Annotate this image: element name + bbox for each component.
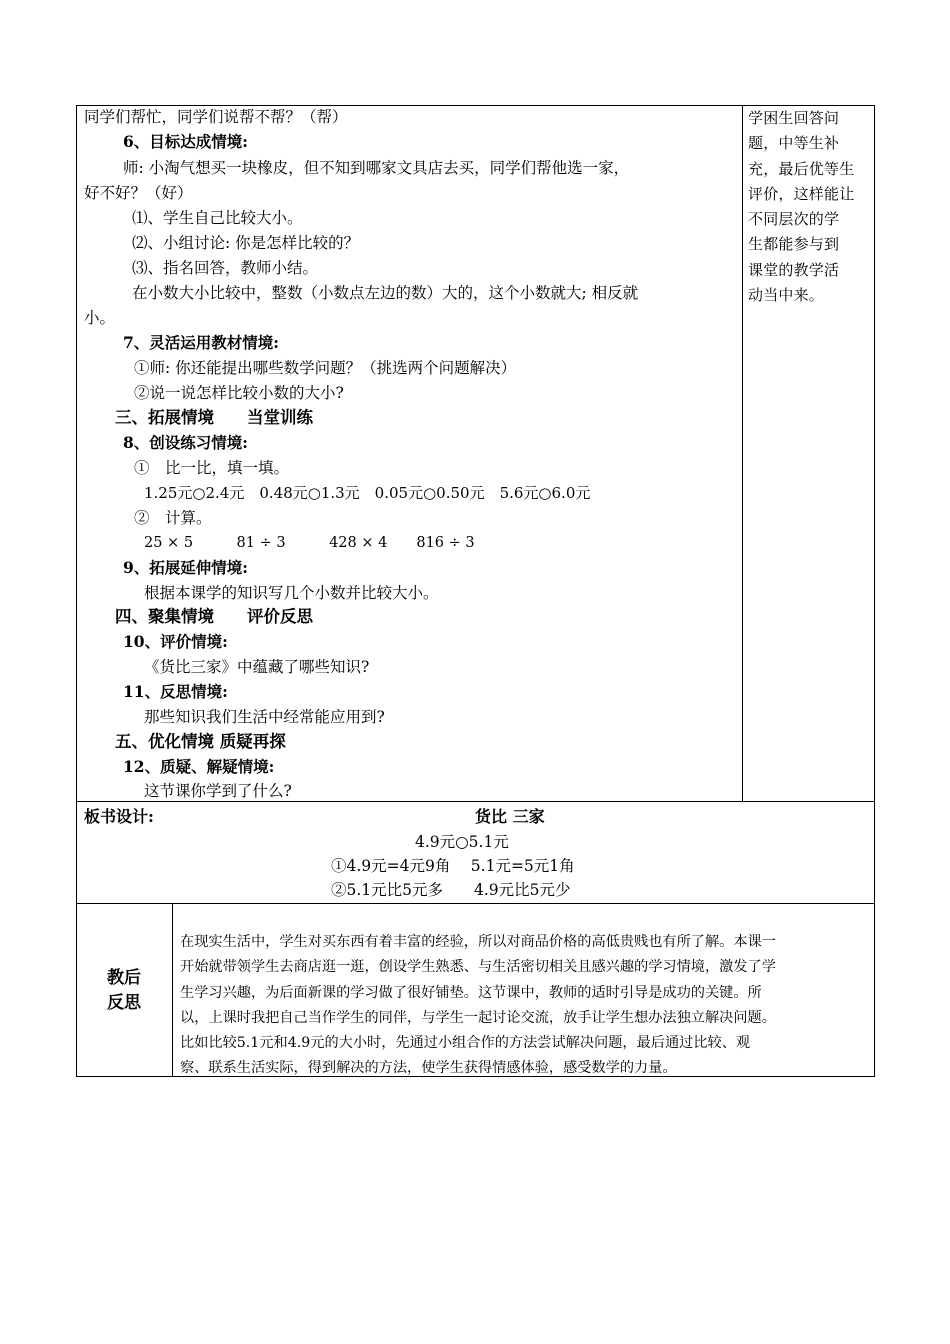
section-heading: 9、拓展延伸情境: bbox=[123, 558, 249, 577]
section-heading: 7、灵活运用教材情境: bbox=[123, 333, 280, 352]
section-heading: 8、创设练习情境: bbox=[123, 433, 249, 452]
note-line: 课堂的教学活 bbox=[748, 260, 840, 279]
procedure-line: ⑴、学生自己比较大小。 bbox=[132, 209, 303, 227]
exercise-calc-line: 25 × 5 81 ÷ 3 428 × 4 816 ÷ 3 bbox=[144, 535, 475, 551]
reflection-line: 以，上课时我把自己当作学生的同伴，与学生一起讨论交流，放手让学生想办法独立解决问题。 bbox=[180, 1009, 776, 1026]
procedure-line: ② 计算。 bbox=[134, 509, 212, 527]
note-line: 动当中来。 bbox=[748, 286, 825, 305]
board-label: 板书设计: bbox=[84, 807, 154, 826]
reflection-column-divider bbox=[172, 903, 173, 1077]
reflection-heading-top: 教后 bbox=[107, 968, 141, 988]
board-line: 4.9元○5.1元 bbox=[415, 833, 509, 851]
procedure-line: 这节课你学到了什么? bbox=[144, 782, 292, 800]
procedure-line: ②说一说怎样比较小数的大小? bbox=[134, 384, 344, 402]
procedure-line: 师: 小淘气想买一块橡皮，但不知到哪家文具店去买，同学们帮他选一家， bbox=[123, 159, 630, 177]
note-line: 不同层次的学 bbox=[748, 210, 840, 229]
chapter-heading: 五、优化情境 质疑再探 bbox=[115, 732, 286, 751]
column-divider bbox=[742, 105, 743, 802]
board-title: 货比 三家 bbox=[475, 807, 545, 826]
note-line: 学困生回答问 bbox=[748, 109, 840, 127]
procedure-line: 好不好？（好） bbox=[84, 184, 193, 202]
reflection-line: 察、联系生活实际，得到解决的方法，使学生获得情感体验，感受数学的力量。 bbox=[180, 1060, 677, 1077]
reflection-line: 生学习兴趣，为后面新课的学习做了很好铺垫。这节课中，教师的适时引导是成功的关键。所 bbox=[180, 984, 762, 1001]
note-line: 充，最后优等生 bbox=[748, 159, 855, 178]
procedure-line: 根据本课学的知识写几个小数并比较大小。 bbox=[144, 584, 439, 602]
chapter-heading: 三、拓展情境 当堂训练 bbox=[115, 408, 313, 427]
procedure-line: 在小数大小比较中，整数（小数点左边的数）大的，这个小数就大; 相反就 bbox=[132, 284, 639, 302]
row-divider-board bbox=[76, 801, 875, 802]
procedure-line: 那些知识我们生活中经常能应用到? bbox=[144, 708, 385, 726]
note-line: 生都能参与到 bbox=[748, 235, 840, 254]
procedure-line: ⑵、小组讨论: 你是怎样比较的？ bbox=[132, 234, 360, 252]
reflection-line: 开始就带领学生去商店逛一逛，创设学生熟悉、与生活密切相关且感兴趣的学习情境，激发了学 bbox=[180, 959, 776, 976]
note-line: 题，中等生补 bbox=[748, 134, 840, 153]
procedure-line: ① 比一比，填一填。 bbox=[134, 459, 290, 477]
board-line: ②5.1元比5元多 4.9元比5元少 bbox=[331, 881, 571, 899]
procedure-line: ①师: 你还能提出哪些数学问题？（挑选两个问题解决） bbox=[134, 359, 517, 377]
procedure-line: 《货比三家》中蕴藏了哪些知识? bbox=[144, 658, 370, 676]
procedure-line: 小。 bbox=[84, 309, 116, 327]
reflection-heading-bottom: 反思 bbox=[107, 993, 141, 1013]
note-line: 评价，这样能让 bbox=[748, 184, 855, 203]
reflection-line: 在现实生活中，学生对买东西有着丰富的经验，所以对商品价格的高低贵贱也有所了解。本课一 bbox=[180, 934, 776, 950]
chapter-heading: 四、聚集情境 评价反思 bbox=[115, 607, 313, 626]
section-heading: 10、评价情境: bbox=[123, 632, 228, 651]
section-heading: 11、反思情境: bbox=[123, 682, 228, 701]
procedure-line: ⑶、指名回答，教师小结。 bbox=[132, 259, 319, 277]
exercise-compare-line: 1.25元○2.4元 0.48元○1.3元 0.05元○0.50元 5.6元○6.0元 bbox=[144, 484, 591, 502]
section-heading: 12、质疑、解疑情境: bbox=[123, 757, 275, 776]
procedure-line: 同学们帮忙，同学们说帮不帮？（帮） bbox=[84, 108, 348, 126]
row-divider-reflection bbox=[76, 903, 875, 904]
reflection-line: 比如比较5.1元和4.9元的大小时，先通过小组合作的方法尝试解决问题，最后通过比较、观 bbox=[180, 1035, 751, 1052]
design-intent-note bbox=[748, 106, 874, 308]
board-line: ①4.9元=4元9角 5.1元=5元1角 bbox=[331, 857, 575, 875]
section-heading: 6、目标达成情境: bbox=[123, 132, 249, 151]
reflection-text bbox=[180, 930, 870, 1082]
